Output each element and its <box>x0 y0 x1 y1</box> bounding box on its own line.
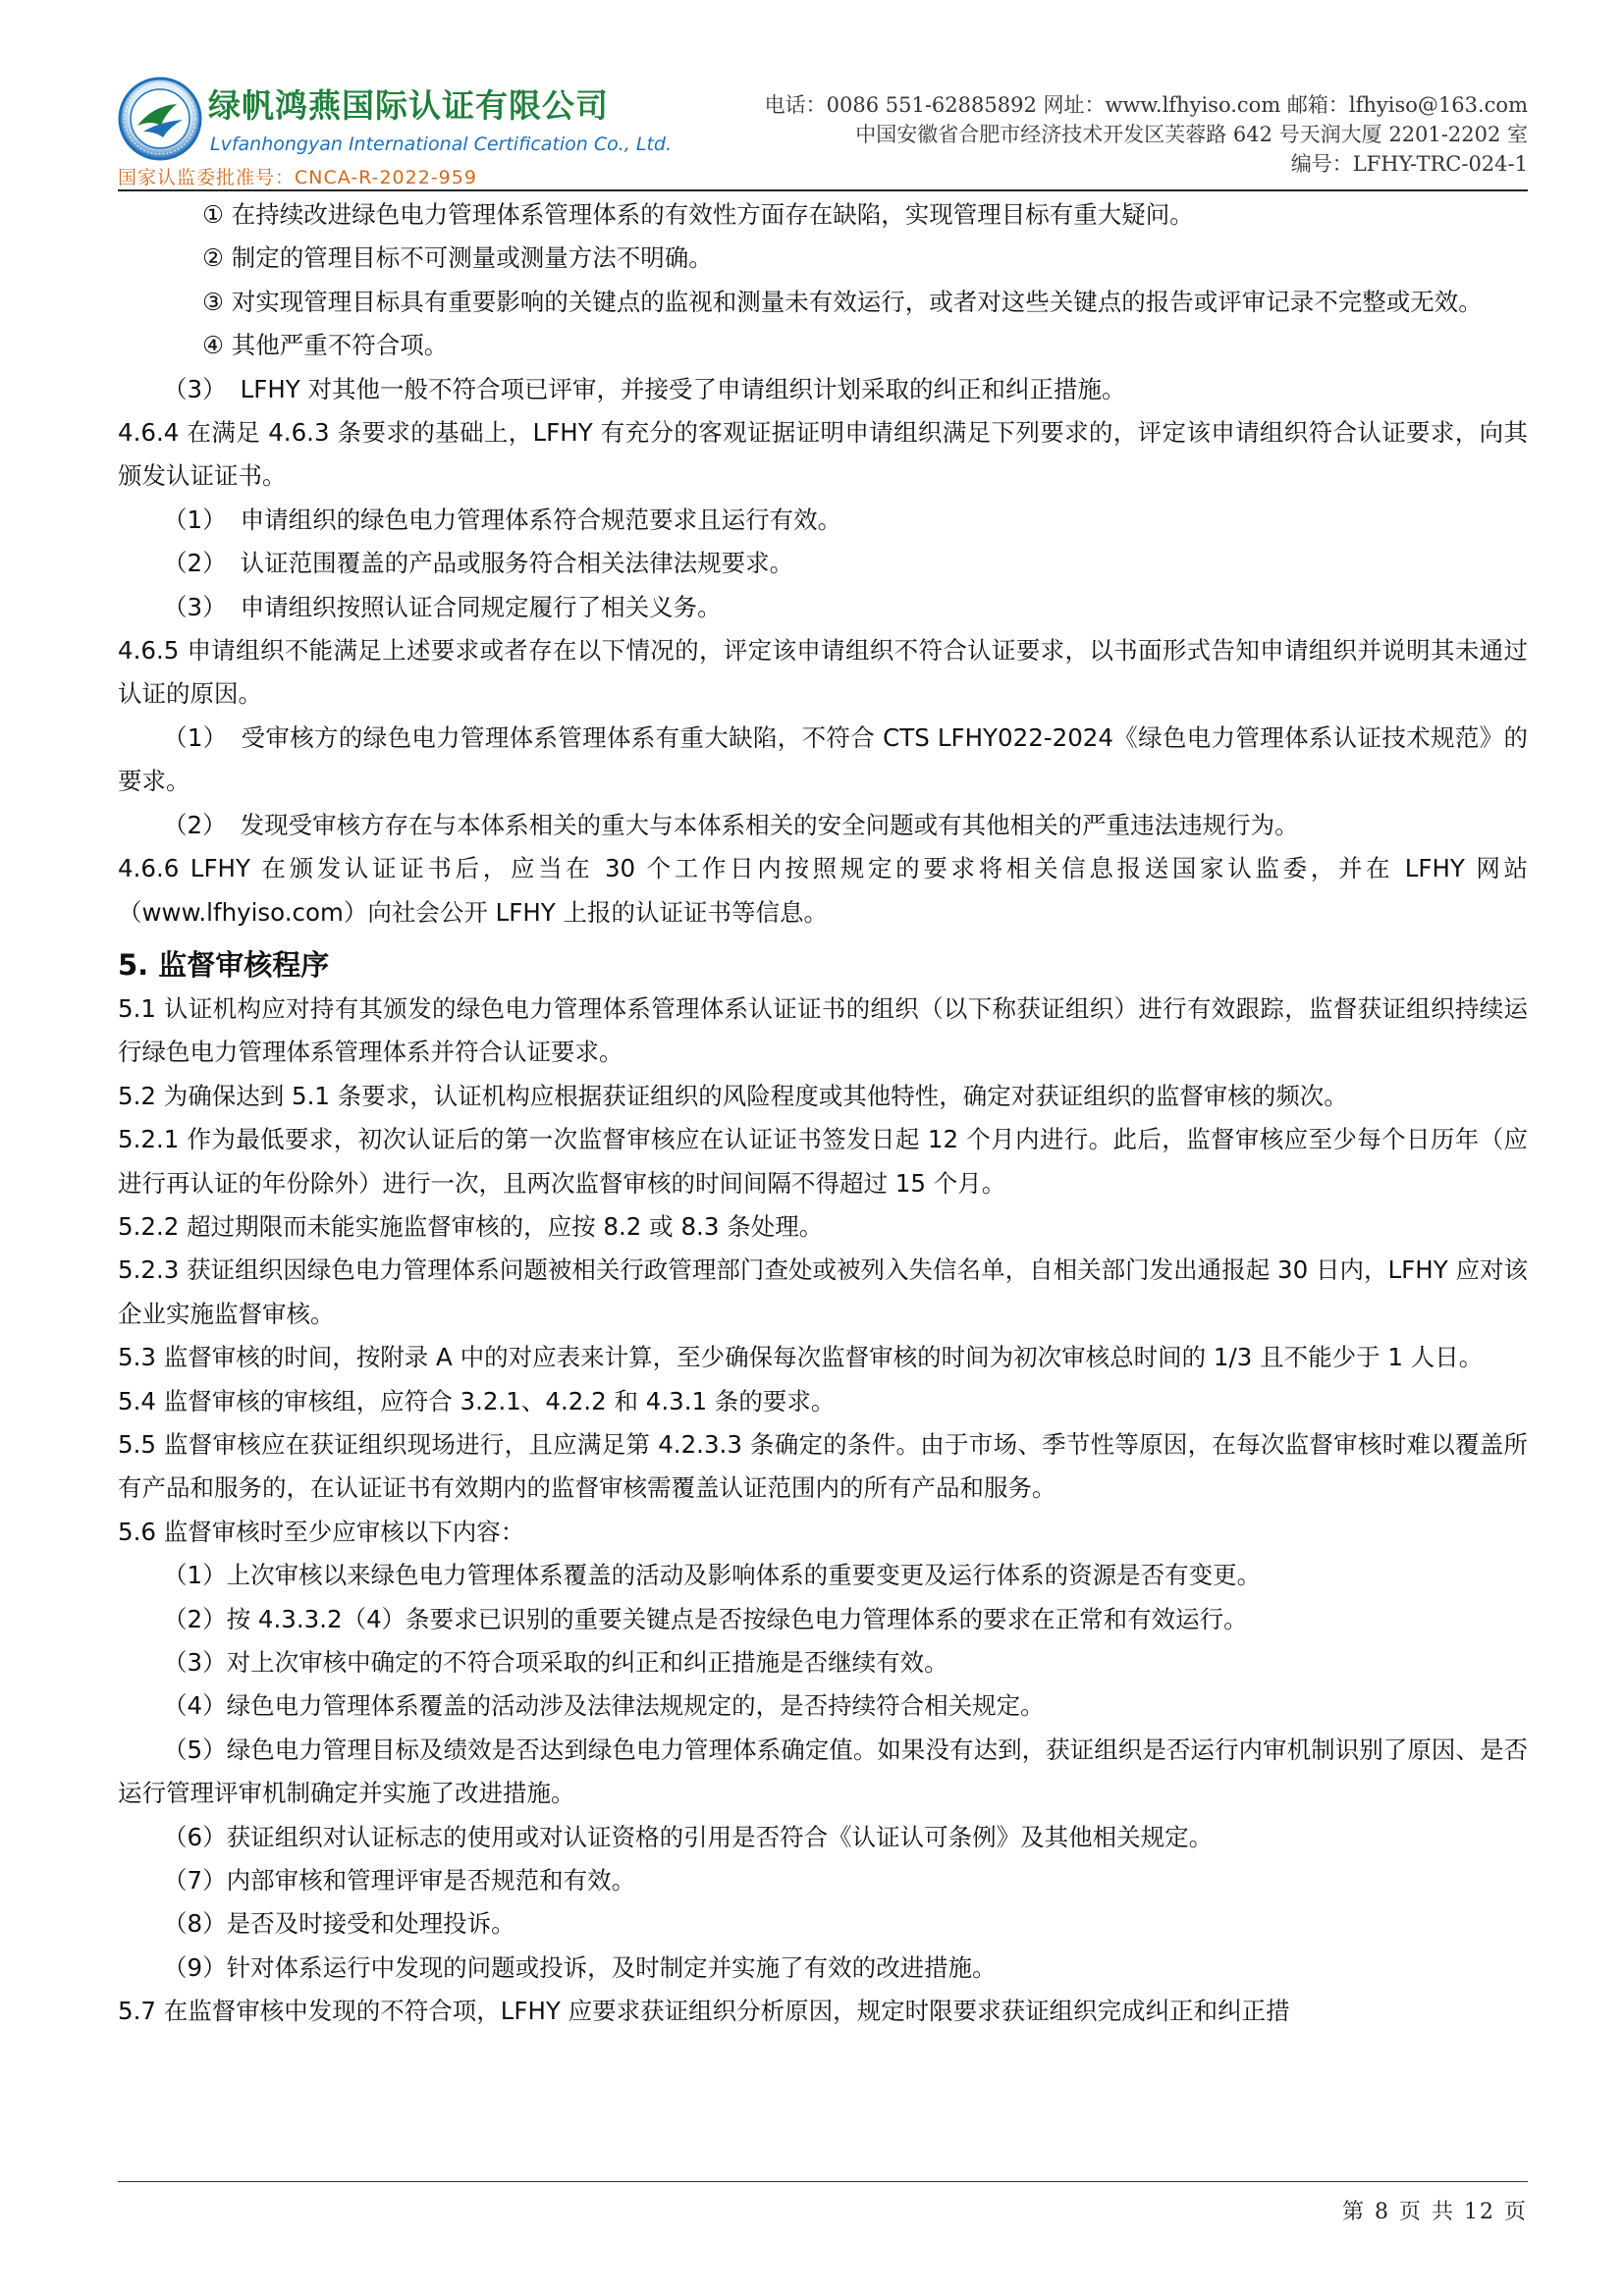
header-divider <box>118 189 1528 191</box>
item-label: （2） <box>163 810 227 839</box>
company-name-en: Lvfanhongyan International Certification Co., Ltd. <box>210 133 673 155</box>
criterion-item: ③ 对实现管理目标具有重要影响的关键点的监视和测量未有效运行，或者对这些关键点的报告或评审记录不完整或无效。 <box>202 287 1483 316</box>
audit-content-item: （1）上次审核以来绿色电力管理体系覆盖的活动及影响体系的重要变更及运行体系的资源是否有变更。 <box>163 1561 1262 1590</box>
clause-5-3: 5.3 监督审核的时间，按附录 A 中的对应表来计算，至少确保每次监督审核的时间为初次审核总时间的 1/3 且不能少于 1 人日。 <box>118 1343 1484 1372</box>
approval-number: 国家认监委批准号：CNCA-R-2022-959 <box>118 167 477 188</box>
item-text: LFHY 对其他一般不符合项已评审，并接受了申请组织计划采取的纠正和纠正措施。 <box>240 374 1126 403</box>
numbered-item <box>118 586 1528 629</box>
criterion-item: ② 制定的管理目标不可测量或测量方法不明确。 <box>202 243 713 273</box>
item-label: （3） <box>163 592 227 621</box>
header-contact-block <box>765 90 1528 179</box>
item-text: 认证范围覆盖的产品或服务符合相关法律法规要求。 <box>240 549 794 578</box>
clause-4-6-4: 4.6.4 在满足 4.6.3 条要求的基础上，LFHY 有充分的客观证据证明申请组织满足下列要求的，评定该申请组织符合认证要求，向其颁发认证证书。 <box>118 418 1528 491</box>
address-line: 中国安徽省合肥市经济技术开发区芙蓉路 642 号天润大厦 2201-2202 室 <box>855 123 1528 146</box>
clause-5-5: 5.5 监督审核应在获证组织现场进行，且应满足第 4.2.3.3 条确定的条件。由于市场、季节性等原因，在每次监督审核时难以覆盖所有产品和服务的，在认证证书有效期内的监督审核需覆盖认证范围内的所有产品和服务。 <box>118 1429 1528 1503</box>
audit-content-item: （9）针对体系运行中发现的问题或投诉，及时制定并实施了有效的改进措施。 <box>163 1952 997 1982</box>
clause-5-2-1: 5.2.1 作为最低要求，初次认证后的第一次监督审核应在认证证书签发日起 12 个月内进行。此后，监督审核应至少每个日历年（应进行再认证的年份除外）进行一次，且两次监督审核的时间间隔不得超过 15 个月。 <box>118 1125 1528 1198</box>
audit-content-item: （3）对上次审核中确定的不符合项采取的纠正和纠正措施是否继续有效。 <box>163 1648 948 1677</box>
item-text: 受审核方的绿色电力管理体系管理体系有重大缺陷，不符合 CTS LFHY022-2024《绿色电力管理体系认证技术规范》的要求。 <box>118 722 1529 796</box>
item-label: （2） <box>163 549 227 578</box>
numbered-item <box>118 717 1528 804</box>
audit-content-item: （8）是否及时接受和处理投诉。 <box>163 1909 515 1939</box>
company-seal-logo <box>118 77 202 161</box>
audit-content-item: （2）按 4.3.3.2（4）条要求已识别的重要关键点是否按绿色电力管理体系的要求在正常和有效运行。 <box>163 1604 1248 1633</box>
item-text: 发现受审核方存在与本体系相关的重大与本体系相关的安全问题或有其他相关的严重违法违规行为。 <box>240 810 1299 839</box>
numbered-item <box>118 542 1528 585</box>
clause-5-4: 5.4 监督审核的审核组，应符合 3.2.1、4.2.2 和 4.3.1 条的要求。 <box>118 1386 836 1415</box>
item-label: （1） <box>163 722 228 752</box>
page-header <box>0 0 1624 191</box>
company-name-cn: 绿帆鸿燕国际认证有限公司 <box>208 86 609 125</box>
clause-5-1: 5.1 认证机构应对持有其颁发的绿色电力管理体系管理体系认证证书的组织（以下称获证组织）进行有效跟踪，监督获证组织持续运行绿色电力管理体系管理体系并符合认证要求。 <box>118 993 1528 1067</box>
criterion-item: ① 在持续改进绿色电力管理体系管理体系的有效性方面存在缺陷，实现管理目标有重大疑问。 <box>202 200 1194 229</box>
document-body <box>118 193 1528 2034</box>
footer-divider <box>118 2181 1528 2182</box>
item-text: 申请组织的绿色电力管理体系符合规范要求且运行有效。 <box>240 505 842 534</box>
clause-5-6: 5.6 监督审核时至少应审核以下内容： <box>118 1517 525 1546</box>
numbered-item <box>118 804 1528 847</box>
clause-5-2-3: 5.2.3 获证组织因绿色电力管理体系问题被相关行政管理部门查处或被列入失信名单，自相关部门发出通报起 30 日内，LFHY 应对该企业实施监督审核。 <box>118 1255 1528 1328</box>
clause-5-2: 5.2 为确保达到 5.1 条要求，认证机构应根据获证组织的风险程度或其他特性，确定对获证组织的监督审核的频次。 <box>118 1081 1348 1110</box>
audit-content-item: （4）绿色电力管理体系覆盖的活动涉及法律法规规定的，是否持续符合相关规定。 <box>163 1691 1045 1721</box>
item-text: 申请组织按照认证合同规定履行了相关义务。 <box>240 592 722 621</box>
document-number: 编号：LFHY-TRC-024-1 <box>1290 152 1528 176</box>
clause-4-6-5: 4.6.5 申请组织不能满足上述要求或者存在以下情况的，评定该申请组织不符合认证要求，以书面形式告知申请组织并说明其未通过认证的原因。 <box>118 636 1528 709</box>
audit-content-item: （6）获证组织对认证标志的使用或对认证资格的引用是否符合《认证认可条例》及其他相关规定。 <box>163 1822 1214 1851</box>
clause-4-6-6: 4.6.6 LFHY 在颁发认证证书后，应当在 30 个工作日内按照规定的要求将相关信息报送国家认监委，并在 LFHY 网站（www.lfhyiso.com）向社会公开 LFHY 上报的认证证书等信息。 <box>118 854 1528 927</box>
clause-5-2-2: 5.2.2 超过期限而未能实施监督审核的，应按 8.2 或 8.3 条处理。 <box>118 1211 824 1241</box>
contact-line: 电话：0086 551-62885892 网址：www.lfhyiso.com 邮箱：lfhyiso@163.com <box>764 93 1528 117</box>
page-number: 第 8 页 共 12 页 <box>1342 2200 1528 2224</box>
item-label: （1） <box>163 505 227 534</box>
numbered-item <box>118 499 1528 542</box>
audit-content-item: （5）绿色电力管理目标及绩效是否达到绿色电力管理体系确定值。如果没有达到，获证组织是否运行内审机制识别了原因、是否运行管理评审机制确定并实施了改进措施。 <box>118 1735 1528 1808</box>
criterion-item: ④ 其他严重不符合项。 <box>202 331 449 360</box>
audit-content-item: （7）内部审核和管理评审是否规范和有效。 <box>163 1866 636 1896</box>
numbered-item <box>118 368 1528 411</box>
item-label: （3） <box>163 374 227 403</box>
section-heading: 5. 监督审核程序 <box>118 947 330 982</box>
clause-5-7: 5.7 在监督审核中发现的不符合项，LFHY 应要求获证组织分析原因，规定时限要求获证组织完成纠正和纠正措 <box>118 1997 1290 2026</box>
